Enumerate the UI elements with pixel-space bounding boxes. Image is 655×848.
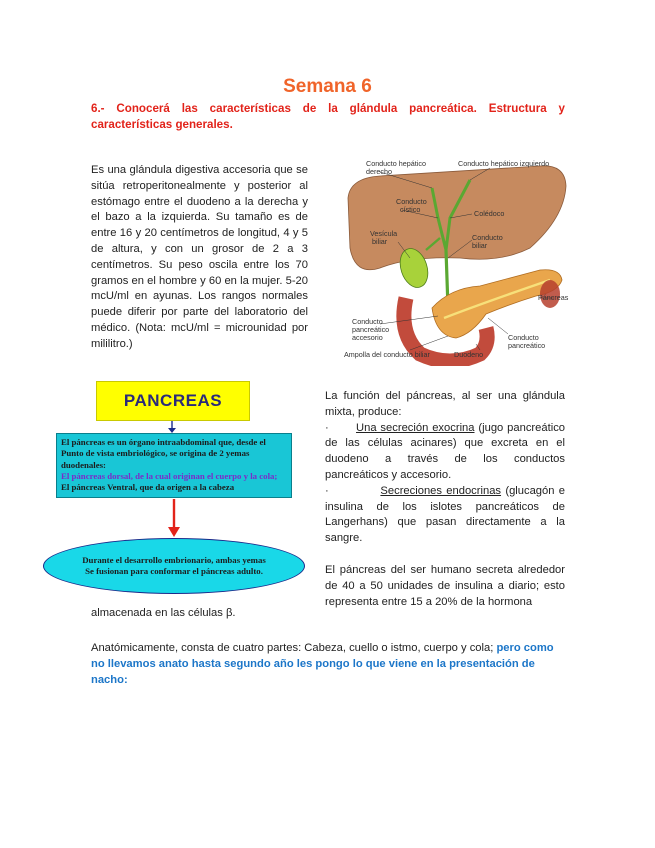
bullet-1-mark: · (325, 421, 329, 434)
pancreas-shape (432, 270, 562, 338)
label-conducto-biliar-2: biliar (472, 241, 488, 250)
label-vesicula-2: biliar (372, 237, 388, 246)
oval-line-1: Durante el desarrollo embrionario, ambas yemas (82, 555, 266, 565)
label-duodeno: Duodeno (454, 350, 484, 359)
function-intro: La función del páncreas, al ser una glándula mixta, produce: (325, 390, 565, 418)
label-conducto-pancreatico: Conducto (508, 333, 539, 342)
label-conducto-accesorio-2: pancreático (352, 325, 390, 334)
intro-paragraph: Es una glándula digestiva accesoria que se sitúa retroperitonealmente y posterior al estómago entre el duodeno a la derecha y el bazo a la izquierda. Su tamaño es de entre 16 y 20 centímetros de longitud, 4 y 5 de altura, y con un grosor de 2 a 3 centímetros. Su peso oscila entre los 70 gramos en el hombre y 60 en la mujer. 5-20 mcU/ml en ayunas. Los rangos normales puede diferir por parte del laboratorio del médico. (Nota: mcU/ml = microunidad por mililitro.) (91, 164, 308, 350)
label-ampolla: Ampolla del conducto biliar (344, 350, 430, 359)
label-conducto-hepatico-izquierdo: Conducto hepático izquierdo (458, 159, 550, 168)
embryology-info-box (56, 433, 292, 498)
label-conducto-accesorio-3: accesorio (352, 333, 383, 342)
insulin-tail: almacenada en las células β. (91, 607, 236, 619)
label-conducto-pancreatico-2: pancreático (508, 341, 546, 350)
function-section (325, 389, 565, 610)
objective-subtitle: 6.- Conocerá las características de la glándula pancreática. Estructura y características generales. (91, 102, 565, 131)
info-line-2: El páncreas dorsal, de la cual originan el cuerpo y la cola; (61, 470, 278, 481)
label-conducto-biliar: Conducto (472, 233, 503, 242)
anatomy-paragraph (91, 640, 565, 688)
info-line-3: El páncreas Ventral, que da origen a la cabeza (61, 482, 235, 493)
anatomy-text: Anatómicamente, consta de cuatro partes: Cabeza, cuello o istmo, cuerpo y cola; (91, 642, 497, 654)
label-vesicula: Vesícula (370, 229, 398, 238)
insulin-paragraph: El páncreas del ser humano secreta alrededor de 40 a 50 unidades de insulina a diario; esto representa entre 15 a 20% de la hormona (325, 563, 565, 608)
info-line-1: El páncreas es un órgano intraabdominal que, desde el Punto de vista embriológico, se origina de 2 yemas duodenales: (61, 437, 266, 470)
liver-shape (348, 166, 566, 270)
label-conducto-accesorio: Conducto (352, 317, 383, 326)
bullet-2-mark: · (325, 484, 329, 497)
fusion-oval (43, 538, 305, 594)
oval-line-2: Se fusionan para conformar el páncreas adulto. (85, 566, 263, 576)
endocrine-text: (glucagón e insulina de los islotes pancreáticos de Langerhans) que pasan directamente a la sangre. (325, 484, 566, 545)
label-coledoco: Colédoco (474, 209, 505, 218)
page-title: Semana 6 (283, 76, 372, 97)
label-pancreas: Páncreas (538, 293, 569, 302)
pancreas-title-box: PANCREAS (96, 381, 250, 421)
label-conducto-cistico-2: cístico (400, 205, 421, 214)
label-conducto-hepatico-derecho-2: derecho (366, 167, 392, 176)
endocrine-title: Secreciones endocrinas (380, 484, 502, 497)
exocrine-bullet (325, 421, 565, 484)
exocrine-text: (jugo pancreático de las células acinares) que excreta en el duodeno a través de los conductos pancreáticos y accesorio. (325, 421, 566, 481)
label-conducto-hepatico-derecho: Conducto hepático (366, 159, 426, 168)
exocrine-title: Una secreción exocrina (356, 421, 475, 434)
endocrine-bullet (325, 484, 565, 547)
label-conducto-cistico: Conducto (396, 197, 427, 206)
pancreas-anatomy-figure (340, 158, 570, 366)
anatomy-note: pero como no llevamos anato hasta segundo año les pongo lo que viene en la presentación de nacho: (91, 642, 554, 686)
